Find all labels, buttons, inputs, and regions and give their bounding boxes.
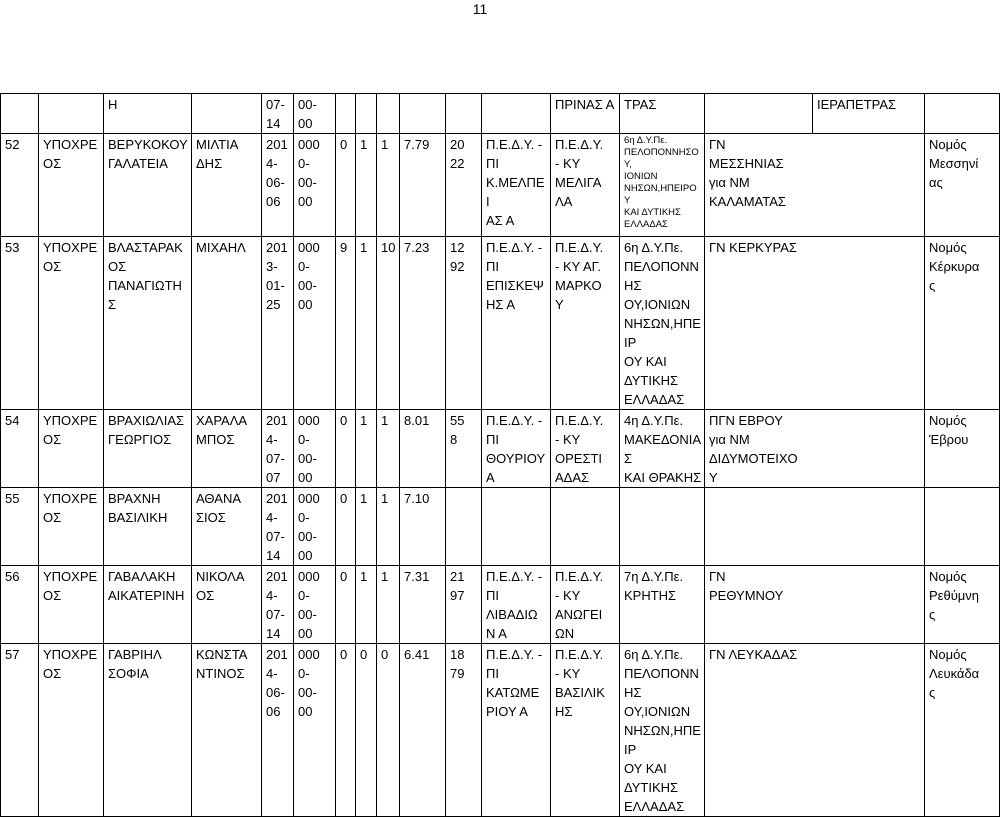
cell-nomos: Νομός Ρεθύμνη ς bbox=[925, 566, 1000, 644]
cell-ype: 4η Δ.Υ.Πε. ΜΑΚΕΔΟΝΙΑΣ ΚΑΙ ΘΡΑΚΗΣ bbox=[620, 410, 705, 488]
cell-hospital: ΙΕΡΑΠΕΤΡΑΣ bbox=[813, 94, 925, 134]
cell-surname: ΒΛΑΣΤΑΡΑΚ ΟΣ ΠΑΝΑΓΙΩΤΗ Σ bbox=[104, 237, 192, 410]
cell-score: 7.10 bbox=[400, 488, 446, 566]
cell-n1 bbox=[336, 94, 356, 134]
cell-ype: 6η Δ.Υ.Πε. ΠΕΛΟΠΟΝΝΗΣ ΟΥ,ΙΟΝΙΩΝ ΝΗΣΩΝ,ΗΠΕΙΡ ΟΥ ΚΑΙ ΔΥΤΙΚΗΣ ΕΛΛΑΔΑΣ bbox=[620, 644, 705, 817]
cell-category: ΥΠΟΧΡΕ ΟΣ bbox=[39, 134, 104, 237]
cell-ype: 7η Δ.Υ.Πε. ΚΡΗΤΗΣ bbox=[620, 566, 705, 644]
cell-n3: 0 bbox=[377, 644, 400, 817]
cell-date: 201 4- 07- 07 bbox=[262, 410, 294, 488]
cell-date: 201 4- 07- 14 bbox=[262, 488, 294, 566]
cell-rank: 55 8 bbox=[446, 410, 482, 488]
cell-n3: 10 bbox=[377, 237, 400, 410]
cell-category bbox=[39, 94, 104, 134]
table-row bbox=[1, 644, 1000, 817]
table-row bbox=[1, 237, 1000, 410]
cell-rank bbox=[446, 488, 482, 566]
cell-category: ΥΠΟΧΡΕ ΟΣ bbox=[39, 410, 104, 488]
cell-score: 7.23 bbox=[400, 237, 446, 410]
cell-n3: 1 bbox=[377, 134, 400, 237]
cell-ype: 6η Δ.Υ.Πε. ΠΕΛΟΠΟΝΝΗΣ ΟΥ,ΙΟΝΙΩΝ ΝΗΣΩΝ,ΗΠΕΙΡ ΟΥ ΚΑΙ ΔΥΤΙΚΗΣ ΕΛΛΑΔΑΣ bbox=[620, 237, 705, 410]
cell-n1: 0 bbox=[336, 566, 356, 644]
cell-n3: 1 bbox=[377, 488, 400, 566]
cell-aa: 54 bbox=[1, 410, 39, 488]
cell-nomos: Νομός Μεσσηνί ας bbox=[925, 134, 1000, 237]
cell-nomos bbox=[925, 94, 1000, 134]
cell-rank: 18 79 bbox=[446, 644, 482, 817]
cell-surname: Η bbox=[104, 94, 192, 134]
cell-ype: ΤΡΑΣ bbox=[620, 94, 705, 134]
cell-ape: Π.Ε.Δ.Υ. - ΠΙ ΕΠΙΣΚΕΨ ΗΣ Α bbox=[482, 237, 551, 410]
cell-gn: ΓΝ ΜΕΣΣΗΝΙΑΣ για ΝΜ ΚΑΛΑΜΑΤΑΣ bbox=[705, 134, 925, 237]
table-row bbox=[1, 410, 1000, 488]
cell-surname: ΓΑΒΡΙΗΛ ΣΟΦΙΑ bbox=[104, 644, 192, 817]
cell-nomos bbox=[925, 488, 1000, 566]
page-number: 11 bbox=[472, 1, 488, 17]
cell-date: 201 4- 06- 06 bbox=[262, 644, 294, 817]
cell-n2: 0 bbox=[356, 644, 377, 817]
cell-n2: 1 bbox=[356, 488, 377, 566]
table-row bbox=[1, 488, 1000, 566]
cell-aa: 53 bbox=[1, 237, 39, 410]
cell-nomos: Νομός Έβρου bbox=[925, 410, 1000, 488]
cell-ky: Π.Ε.Δ.Υ. - ΚΥ ΜΕΛΙΓΑ ΛΑ bbox=[551, 134, 620, 237]
cell-n1: 9 bbox=[336, 237, 356, 410]
cell-ape bbox=[482, 94, 551, 134]
cell-n1: 0 bbox=[336, 488, 356, 566]
cell-gn bbox=[705, 94, 813, 134]
cell-score bbox=[400, 94, 446, 134]
cell-time: 000 0- 00- 00 bbox=[294, 644, 336, 817]
cell-ky: ΠΡΙΝΑΣ Α bbox=[551, 94, 620, 134]
cell-n3 bbox=[377, 94, 400, 134]
cell-father: ΜΙΛΤΙΑ ΔΗΣ bbox=[192, 134, 262, 237]
cell-rank bbox=[446, 94, 482, 134]
cell-ape: Π.Ε.Δ.Υ. - ΠΙ ΛΙΒΑΔΙΩ Ν Α bbox=[482, 566, 551, 644]
cell-gn: ΓΝ ΡΕΘΥΜΝΟΥ bbox=[705, 566, 925, 644]
table-row bbox=[1, 134, 1000, 237]
table-row bbox=[1, 566, 1000, 644]
cell-aa: 52 bbox=[1, 134, 39, 237]
cell-category: ΥΠΟΧΡΕ ΟΣ bbox=[39, 644, 104, 817]
cell-date: 07- 14 bbox=[262, 94, 294, 134]
assignments-table bbox=[0, 93, 1000, 817]
cell-aa: 57 bbox=[1, 644, 39, 817]
cell-n1: 0 bbox=[336, 410, 356, 488]
cell-rank: 20 22 bbox=[446, 134, 482, 237]
cell-time: 000 0- 00- 00 bbox=[294, 237, 336, 410]
cell-aa: 55 bbox=[1, 488, 39, 566]
cell-nomos: Νομός Λευκάδα ς bbox=[925, 644, 1000, 817]
cell-ape: Π.Ε.Δ.Υ. - ΠΙ Κ.ΜΕΛΠΕΙ ΑΣ Α bbox=[482, 134, 551, 237]
cell-category: ΥΠΟΧΡΕ ΟΣ bbox=[39, 488, 104, 566]
cell-gn bbox=[705, 488, 925, 566]
cell-aa bbox=[1, 94, 39, 134]
cell-n3: 1 bbox=[377, 566, 400, 644]
cell-n1: 0 bbox=[336, 134, 356, 237]
cell-ape: Π.Ε.Δ.Υ. - ΠΙ ΚΑΤΩΜΕ ΡΙΟΥ Α bbox=[482, 644, 551, 817]
cell-surname: ΒΕΡΥΚΟΚΟΥ ΓΑΛΑΤΕΙΑ bbox=[104, 134, 192, 237]
cell-ape: Π.Ε.Δ.Υ. - ΠΙ ΘΟΥΡΙΟΥ Α bbox=[482, 410, 551, 488]
cell-father: ΑΘΑΝΑ ΣΙΟΣ bbox=[192, 488, 262, 566]
cell-father: ΧΑΡΑΛΑ ΜΠΟΣ bbox=[192, 410, 262, 488]
cell-ype: 6η Δ.Υ.Πε. ΠΕΛΟΠΟΝΝΗΣΟΥ, ΙΟΝΙΩΝ ΝΗΣΩΝ,ΗΠΕΙΡΟΥ ΚΑΙ ΔΥΤΙΚΗΣ ΕΛΛΑΔΑΣ bbox=[620, 134, 705, 237]
cell-gn: ΓΝ ΛΕΥΚΑΔΑΣ bbox=[705, 644, 925, 817]
cell-surname: ΒΡΑΧΝΗ ΒΑΣΙΛΙΚΗ bbox=[104, 488, 192, 566]
cell-ky: Π.Ε.Δ.Υ. - ΚΥ ΑΓ. ΜΑΡΚΟ Υ bbox=[551, 237, 620, 410]
cell-surname: ΒΡΑΧΙΩΛΙΑΣ ΓΕΩΡΓΙΟΣ bbox=[104, 410, 192, 488]
cell-score: 8.01 bbox=[400, 410, 446, 488]
table-row bbox=[1, 94, 1000, 134]
cell-ky: Π.Ε.Δ.Υ. - ΚΥ ΒΑΣΙΛΙΚ ΗΣ bbox=[551, 644, 620, 817]
cell-category: ΥΠΟΧΡΕ ΟΣ bbox=[39, 237, 104, 410]
cell-n2: 1 bbox=[356, 237, 377, 410]
cell-score: 6.41 bbox=[400, 644, 446, 817]
cell-ype bbox=[620, 488, 705, 566]
cell-gn: ΠΓΝ ΕΒΡΟΥ για ΝΜ ΔΙΔΥΜΟΤΕΙΧΟ Υ bbox=[705, 410, 925, 488]
cell-ape bbox=[482, 488, 551, 566]
cell-surname: ΓΑΒΑΛΑΚΗ ΑΙΚΑΤΕΡΙΝΗ bbox=[104, 566, 192, 644]
cell-date: 201 3- 01- 25 bbox=[262, 237, 294, 410]
cell-score: 7.31 bbox=[400, 566, 446, 644]
cell-aa: 56 bbox=[1, 566, 39, 644]
cell-n1: 0 bbox=[336, 644, 356, 817]
cell-rank: 21 97 bbox=[446, 566, 482, 644]
cell-father: ΜΙΧΑΗΛ bbox=[192, 237, 262, 410]
cell-category: ΥΠΟΧΡΕ ΟΣ bbox=[39, 566, 104, 644]
cell-n2: 1 bbox=[356, 566, 377, 644]
cell-father: ΝΙΚΟΛΑ ΟΣ bbox=[192, 566, 262, 644]
cell-score: 7.79 bbox=[400, 134, 446, 237]
cell-n2: 1 bbox=[356, 410, 377, 488]
cell-ky bbox=[551, 488, 620, 566]
cell-gn: ΓΝ ΚΕΡΚΥΡΑΣ bbox=[705, 237, 925, 410]
cell-nomos: Νομός Κέρκυρα ς bbox=[925, 237, 1000, 410]
cell-n2 bbox=[356, 94, 377, 134]
cell-time: 000 0- 00- 00 bbox=[294, 566, 336, 644]
cell-father: ΚΩΝΣΤΑ ΝΤΙΝΟΣ bbox=[192, 644, 262, 817]
cell-father bbox=[192, 94, 262, 134]
cell-time: 000 0- 00- 00 bbox=[294, 488, 336, 566]
cell-time: 000 0- 00- 00 bbox=[294, 134, 336, 237]
cell-ky: Π.Ε.Δ.Υ. - ΚΥ ΑΝΩΓΕΙ ΩΝ bbox=[551, 566, 620, 644]
cell-date: 201 4- 07- 14 bbox=[262, 566, 294, 644]
cell-ky: Π.Ε.Δ.Υ. - ΚΥ ΟΡΕΣΤΙ ΑΔΑΣ bbox=[551, 410, 620, 488]
cell-n2: 1 bbox=[356, 134, 377, 237]
cell-n3: 1 bbox=[377, 410, 400, 488]
cell-rank: 12 92 bbox=[446, 237, 482, 410]
cell-time: 00- 00 bbox=[294, 94, 336, 134]
cell-time: 000 0- 00- 00 bbox=[294, 410, 336, 488]
cell-date: 201 4- 06- 06 bbox=[262, 134, 294, 237]
